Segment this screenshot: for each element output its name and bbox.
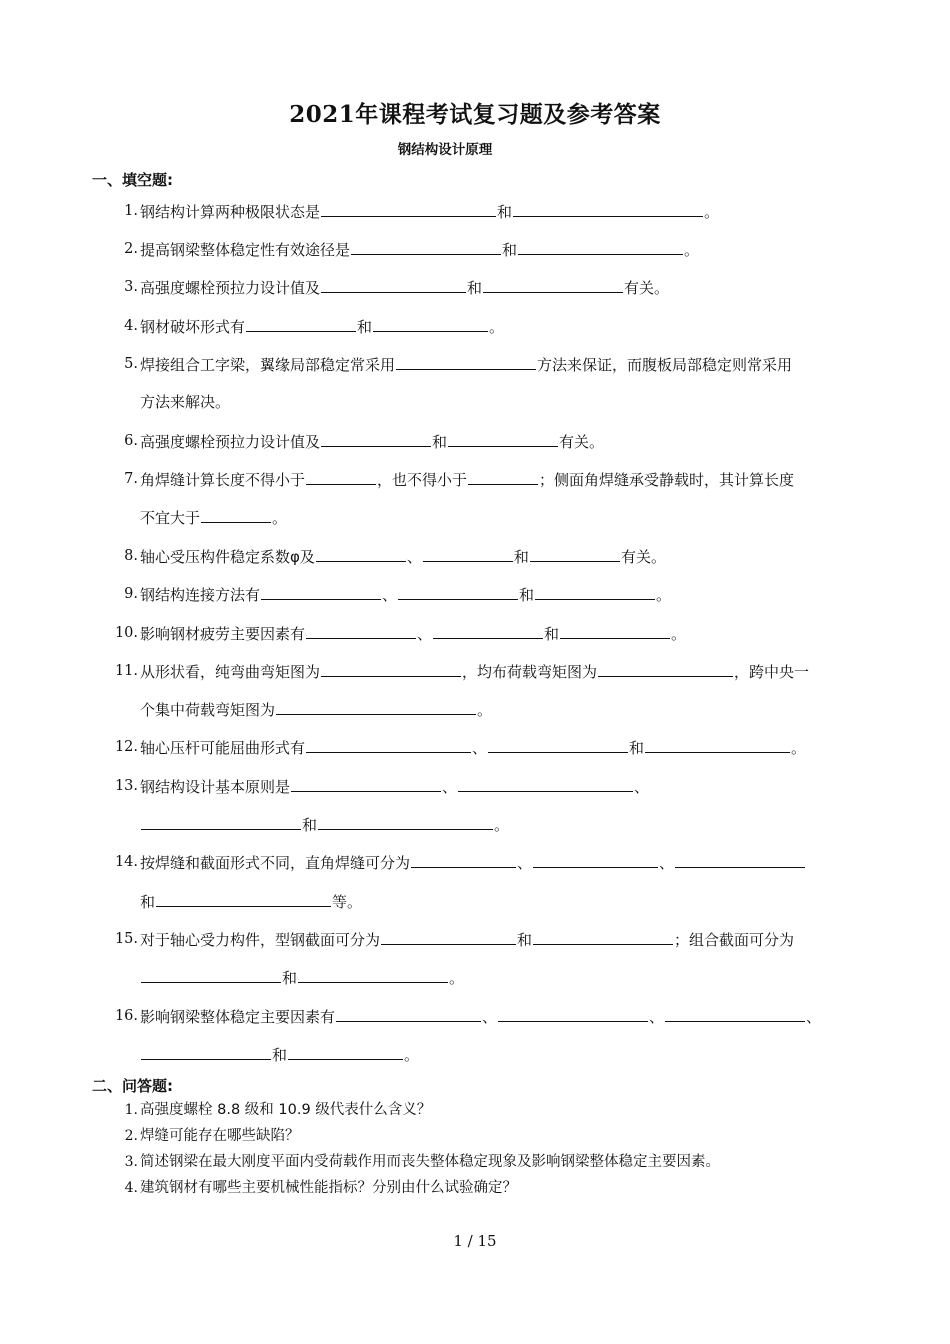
answer-blank[interactable] [316,546,406,562]
answer-blank[interactable] [298,967,448,983]
question-number: 14. [114,854,138,870]
question-text: 和 [357,318,373,336]
answer-blank[interactable] [535,584,655,600]
answer-blank[interactable] [351,239,501,255]
question-text: 。 [404,1046,420,1064]
answer-blank[interactable] [141,814,301,830]
question-text: 、 [517,854,533,872]
question-text: 、 [634,778,650,796]
question-text: ；组合截面可分为 [674,931,795,949]
question-text: 。 [272,509,288,527]
question-text: 有关。 [559,433,605,451]
question-line [140,699,492,720]
question-line [140,507,287,528]
question-line [140,1044,419,1065]
question-text: 从形状看，纯弯曲弯矩图为 [140,663,321,681]
answer-blank[interactable] [411,852,516,868]
question-line [140,392,230,412]
question-number: 5. [124,356,138,372]
question-text: 和 [467,279,483,297]
answer-blank[interactable] [306,469,376,485]
question-text: 。 [684,241,700,259]
answer-blank[interactable] [141,967,281,983]
question-text: 、 [659,854,675,872]
question-line [140,277,669,298]
question-line [140,1006,821,1027]
question-number: 10. [114,625,138,641]
answer-blank[interactable] [396,354,536,370]
question-line [140,201,719,222]
question-text: 和 [272,1046,288,1064]
answer-blank[interactable] [533,929,673,945]
question-text: 焊接组合工字梁，翼缘局部稳定常采用 [140,356,396,374]
question-text: 和 [302,816,318,834]
question-text: 钢结构连接方法有 [140,586,261,604]
answer-blank[interactable] [665,1006,805,1022]
question-number: 15. [114,931,138,947]
question-text: 、 [806,1008,822,1026]
answer-blank[interactable] [261,584,381,600]
question-text: 简述钢梁在最大刚度平面内受荷载作用而丧失整体稳定现象及影响钢梁整体稳定主要因素。 [140,1154,720,1170]
section-heading-qa: 二、问答题: [92,1077,173,1095]
answer-blank[interactable] [321,277,466,293]
answer-blank[interactable] [645,737,790,753]
question-line [140,814,509,835]
question-line [140,584,671,605]
question-text: 个集中荷载弯矩图为 [140,701,276,719]
question-text: 影响钢材疲劳主要因素有 [140,625,306,643]
question-number: 4. [124,1180,138,1196]
question-text: 轴心受压构件稳定系数φ及 [140,548,315,566]
answer-blank[interactable] [518,239,683,255]
question-text: ；侧面角焊缝承受静载时，其计算长度 [539,471,795,489]
question-number: 4. [124,318,138,334]
question-number: 11. [114,663,138,679]
question-text: 。 [494,816,510,834]
question-text: 和 [497,203,513,221]
question-number: 7. [124,471,138,487]
question-text: 和 [140,893,156,911]
question-line [140,776,649,797]
question-text: 钢结构计算两种极限状态是 [140,203,321,221]
question-line [140,469,794,490]
question-line [140,546,666,567]
question-text: 和 [282,969,298,987]
question-text: ，跨中央一 [734,663,810,681]
answer-blank[interactable] [318,814,493,830]
question-text: ，均布荷载弯矩图为 [462,663,598,681]
answer-blank[interactable] [321,661,461,677]
question-text: 高强度螺栓预拉力设计值及 [140,433,321,451]
question-text: 。 [791,739,807,757]
question-line [140,661,809,682]
question-text: 。 [704,203,720,221]
answer-blank[interactable] [381,929,516,945]
question-number: 9. [124,586,138,602]
answer-blank[interactable] [321,201,496,217]
answer-blank[interactable] [513,201,703,217]
question-text: 、 [442,778,458,796]
answer-blank[interactable] [675,852,805,868]
question-line [140,852,806,873]
question-text: 有关。 [620,548,666,566]
answer-blank[interactable] [458,776,633,792]
question-line [140,431,604,452]
question-text: 方法来保证，而腹板局部稳定则常采用 [537,356,793,374]
answer-blank[interactable] [321,431,431,447]
question-text: 和 [432,433,448,451]
question-text: 和 [629,739,645,757]
question-line [140,967,464,988]
section-heading-fill-in: 一、填空题: [92,171,173,189]
question-line [140,316,504,337]
question-number: 8. [124,548,138,564]
question-text: 、 [406,548,422,566]
question-number: 2. [124,241,138,257]
question-text: 和 [517,931,533,949]
question-text: 高强度螺栓 8.8 级和 10.9 级代表什么含义？ [140,1102,432,1118]
question-text: 有关。 [624,279,670,297]
question-number: 12. [114,739,138,755]
answer-blank[interactable] [306,737,471,753]
question-line [140,737,806,758]
question-text: 对于轴心受力构件，型钢截面可分为 [140,931,381,949]
question-text: 。 [656,586,672,604]
question-line [140,354,792,375]
subtitle: 钢结构设计原理 [397,142,493,158]
question-text: 、 [472,739,488,757]
answer-blank[interactable] [598,661,733,677]
question-line [140,623,686,644]
question-text: 。 [671,625,687,643]
question-number: 6. [124,433,138,449]
question-text: 、 [417,625,433,643]
question-text: 按焊缝和截面形式不同，直角焊缝可分为 [140,854,411,872]
answer-blank[interactable] [468,469,538,485]
question-text: 提高钢梁整体稳定性有效途径是 [140,241,351,259]
question-text: 、 [649,1008,665,1026]
question-text: 。 [489,318,505,336]
answer-blank[interactable] [488,737,628,753]
answer-blank[interactable] [306,623,416,639]
answer-blank[interactable] [423,546,513,562]
answer-blank[interactable] [533,852,658,868]
answer-blank[interactable] [530,546,620,562]
question-line [140,891,362,912]
question-text: 建筑钢材有哪些主要机械性能指标？分别由什么试验确定？ [140,1180,517,1196]
question-text: 和 [519,586,535,604]
question-number: 1. [124,203,138,219]
question-number: 1. [124,1102,138,1118]
question-text: 和 [544,625,560,643]
question-text: 影响钢梁整体稳定主要因素有 [140,1008,336,1026]
answer-blank[interactable] [276,699,476,715]
answer-blank[interactable] [288,1044,403,1060]
question-number: 3. [124,279,138,295]
question-text: 钢结构设计基本原则是 [140,778,291,796]
question-line [140,239,699,260]
answer-blank[interactable] [560,623,670,639]
page-title: 2021年课程考试复习题及参考答案 [289,101,661,128]
question-number: 2. [124,1128,138,1144]
question-text: 等。 [332,893,363,911]
question-text: 、 [482,1008,498,1026]
answer-blank[interactable] [433,623,543,639]
question-text: 角焊缝计算长度不得小于 [140,471,306,489]
question-text: 。 [449,969,465,987]
answer-blank[interactable] [141,1044,271,1060]
question-text: 不宜大于 [140,509,201,527]
answer-blank[interactable] [498,1006,648,1022]
answer-blank[interactable] [156,891,331,907]
question-text: 轴心压杆可能屈曲形式有 [140,739,306,757]
answer-blank[interactable] [483,277,623,293]
answer-blank[interactable] [373,316,488,332]
question-text: 。 [477,701,493,719]
question-text: 和 [502,241,518,259]
answer-blank[interactable] [291,776,441,792]
question-text: 、 [382,586,398,604]
question-text: 方法来解决。 [140,393,231,411]
question-number: 13. [114,778,138,794]
page-number: 1 / 15 [453,1232,497,1250]
answer-blank[interactable] [246,316,356,332]
question-number: 3. [124,1154,138,1170]
answer-blank[interactable] [448,431,558,447]
question-text: 高强度螺栓预拉力设计值及 [140,279,321,297]
question-line [140,929,794,950]
question-text: ，也不得小于 [377,471,468,489]
answer-blank[interactable] [398,584,518,600]
answer-blank[interactable] [201,507,271,523]
question-number: 16. [114,1008,138,1024]
question-text: 和 [513,548,529,566]
question-text: 焊缝可能存在哪些缺陷？ [140,1128,300,1144]
answer-blank[interactable] [336,1006,481,1022]
question-text: 钢材破坏形式有 [140,318,246,336]
